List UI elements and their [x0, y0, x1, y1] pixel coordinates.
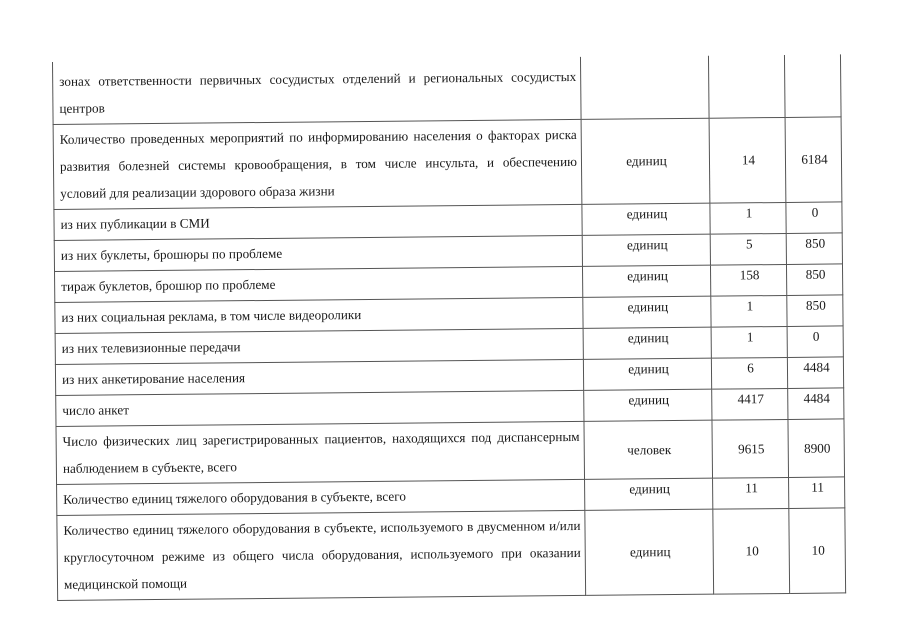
indicator-name: число анкет	[56, 390, 584, 426]
indicator-name: из них социальная реклама, в том числе видеоролики	[55, 297, 583, 333]
unit-cell: единиц	[581, 118, 710, 204]
value-cell-1: 14	[709, 117, 786, 203]
unit-cell: единиц	[584, 389, 712, 421]
indicator-name: тираж буклетов, брошюр по проблеме	[55, 266, 583, 302]
indicator-name: из них публикации в СМИ	[54, 204, 582, 240]
indicator-name: из них анкетирование населения	[55, 359, 583, 395]
value-cell-1	[708, 55, 785, 118]
value-cell-1: 158	[710, 264, 786, 296]
value-cell-1: 6	[711, 357, 787, 389]
indicator-name: Количество проведенных мероприятий по информированию населения о факторах риска развития болезней системы кровообращения, в том числе инсульта, и обеспечению условий для реализации здорового образа жизни	[53, 119, 582, 209]
unit-cell: единиц	[585, 478, 713, 510]
unit-cell: единиц	[585, 509, 714, 595]
table-row	[53, 117, 842, 210]
value-cell-2: 0	[787, 326, 843, 358]
indicator-name: Число физических лиц зарегистрированных пациентов, находящихся под диспансерным наблюдением в субъекте, всего	[56, 421, 585, 484]
indicators-table	[52, 54, 846, 601]
value-cell-1: 11	[713, 477, 789, 509]
table-row	[57, 508, 846, 601]
scanned-page	[52, 54, 846, 601]
unit-cell: единиц	[583, 296, 711, 328]
value-cell-1: 9615	[712, 419, 789, 478]
value-cell-1: 4417	[712, 388, 788, 420]
unit-cell: единиц	[583, 358, 711, 390]
indicator-name: Количество единиц тяжелого оборудования в субъекте, используемого в двусменном и/или круглосуточном режиме из общего числа оборудования, используемого при оказании медицинской помощи	[57, 510, 586, 600]
indicator-name: из них телевизионные передачи	[55, 328, 583, 364]
unit-cell: единиц	[583, 327, 711, 359]
value-cell-2: 4484	[788, 388, 844, 420]
value-cell-2: 850	[787, 295, 843, 327]
table-row	[56, 419, 845, 485]
unit-cell	[580, 56, 709, 120]
value-cell-2: 11	[789, 477, 845, 509]
value-cell-2: 6184	[785, 117, 842, 203]
unit-cell: единиц	[582, 203, 710, 235]
value-cell-1: 5	[710, 233, 786, 265]
table-row	[52, 54, 841, 124]
value-cell-2: 850	[786, 264, 842, 296]
value-cell-2: 850	[786, 233, 842, 265]
indicator-name: зонах ответственности первичных сосудистых отделений и региональных сосудистых центров	[52, 57, 581, 125]
indicator-name: из них буклеты, брошюры по проблеме	[54, 235, 582, 271]
value-cell-1: 1	[710, 202, 786, 234]
unit-cell: единиц	[582, 265, 710, 297]
value-cell-1: 1	[711, 295, 787, 327]
value-cell-2	[784, 54, 841, 117]
unit-cell: единиц	[582, 234, 710, 266]
value-cell-2: 10	[789, 508, 846, 594]
value-cell-2: 4484	[787, 357, 843, 389]
unit-cell: человек	[584, 420, 713, 479]
value-cell-1: 10	[713, 508, 790, 594]
value-cell-2: 8900	[788, 419, 845, 478]
value-cell-1: 1	[711, 326, 787, 358]
indicator-name: Количество единиц тяжелого оборудования в субъекте, всего	[57, 479, 585, 515]
value-cell-2: 0	[786, 202, 842, 234]
